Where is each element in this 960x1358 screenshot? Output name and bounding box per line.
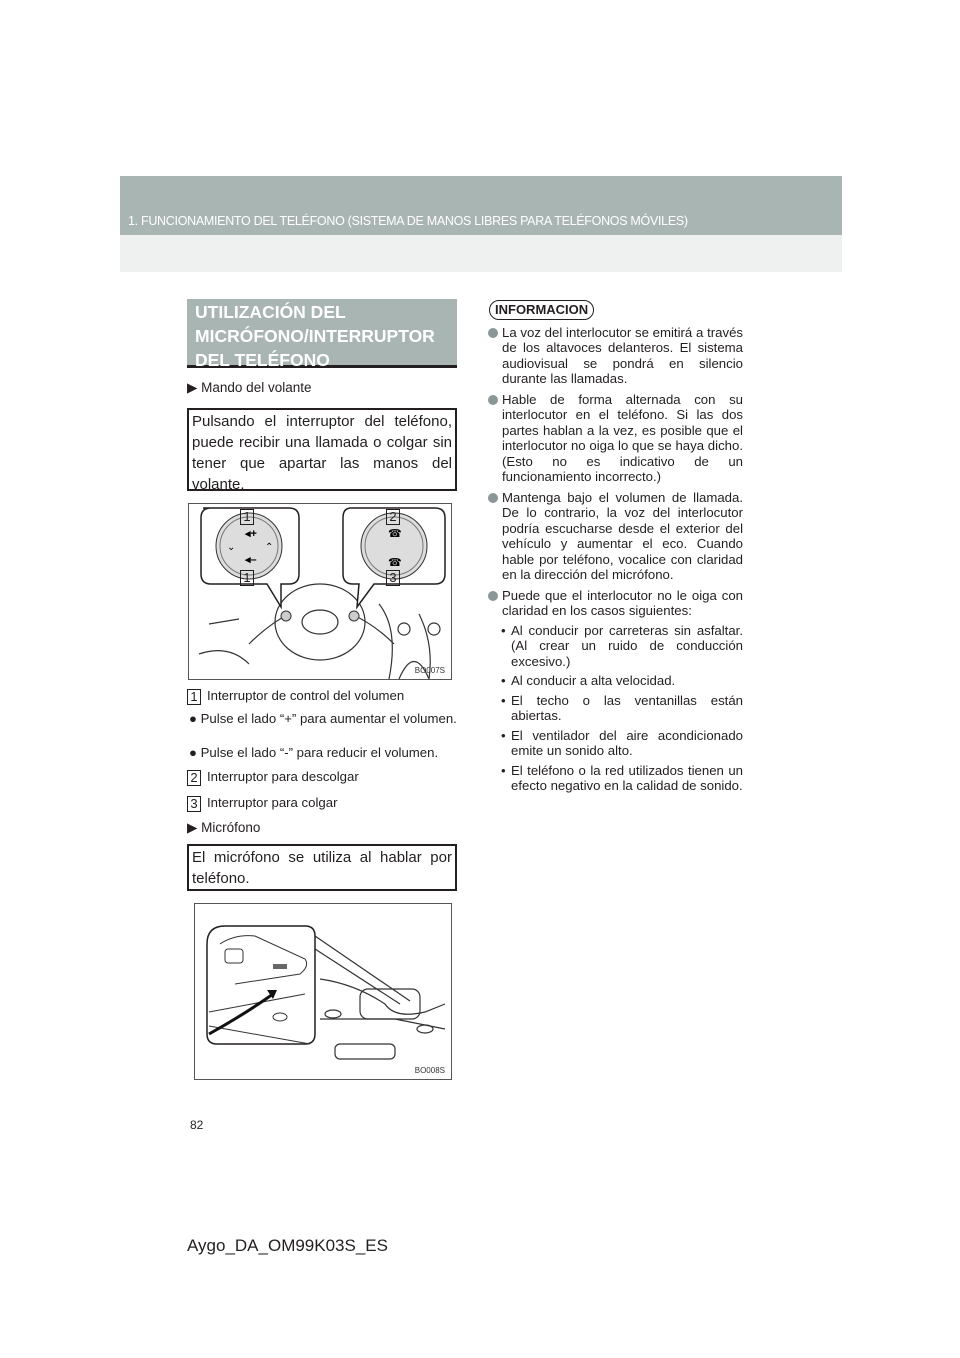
- callout-1-bottom: 1: [240, 570, 254, 586]
- info-item: [487, 588, 743, 619]
- info-subtext: El teléfono o la red utilizados tienen un efecto negativo en la calidad de sonido.: [511, 762, 743, 793]
- info-subitem: [487, 673, 743, 689]
- info-subtext: Al conducir a alta velocidad.: [511, 673, 676, 688]
- info-item: [487, 325, 743, 387]
- svg-text:◂+: ◂+: [245, 528, 257, 540]
- microphone-figure: [194, 903, 452, 1080]
- bullet-icon: ●: [189, 711, 201, 726]
- information-label: INFORMACION: [489, 300, 594, 320]
- callout-number: 3: [187, 796, 201, 812]
- bullet-icon: [488, 395, 498, 405]
- section-title-line: MICRÓFONO/INTERRUPTOR: [195, 326, 435, 346]
- steering-heading-text: Mando del volante: [201, 380, 312, 395]
- microphone-heading: [187, 820, 260, 836]
- steering-wheel-illustration: [189, 504, 451, 679]
- svg-text:⌃: ⌃: [265, 542, 274, 553]
- steering-note-box: Pulsando el interruptor del teléfono, puede recibir una llamada o colgar sin tener que apartar las manos del volante.: [187, 408, 457, 491]
- legend-item-1: [187, 688, 457, 705]
- small-bullet-icon: •: [501, 762, 506, 778]
- info-item: [487, 490, 743, 583]
- steering-wheel-figure: [188, 503, 452, 680]
- chapter-title: 1. FUNCIONAMIENTO DEL TELÉFONO (SISTEMA DE MANOS LIBRES PARA TELÉFONOS MÓVILES): [128, 214, 688, 228]
- info-text: La voz del interlocutor se emitirá a través de los altavoces delanteros. El sistema audiovisual se pondrá en silencio durante las llamadas.: [502, 324, 743, 386]
- info-subitem: [487, 763, 743, 794]
- figure-code: BO008S: [414, 1066, 445, 1075]
- svg-text:◂–: ◂–: [245, 554, 257, 566]
- info-text: Mantenga bajo el volumen de llamada. De lo contrario, la voz del interlocutor podría escucharse desde el exterior del vehículo y aumentar el eco. Cuando hable por teléfono, vocalice con claridad en la dirección del micrófono.: [502, 489, 743, 582]
- info-subtext: Al conducir por carreteras sin asfaltar. (Al crear un ruido de conducción excesivo.): [511, 622, 743, 669]
- callout-number: 2: [187, 770, 201, 786]
- svg-text:☎: ☎: [388, 556, 402, 569]
- small-bullet-icon: •: [501, 692, 506, 708]
- info-text: Puede que el interlocutor no le oiga con claridad en los casos siguientes:: [502, 587, 743, 618]
- page-number: 82: [190, 1118, 204, 1132]
- info-subtext: El ventilador del aire acondicionado emite un sonido alto.: [511, 727, 743, 758]
- legend-bullet: [187, 711, 473, 727]
- legend-bullet-text: Pulse el lado “+” para aumentar el volumen.: [200, 711, 457, 726]
- info-subitem: [487, 728, 743, 759]
- steering-heading: [187, 380, 311, 396]
- bullet-icon: [488, 328, 498, 338]
- microphone-heading-text: Micrófono: [201, 820, 261, 835]
- info-subitem: [487, 693, 743, 724]
- microphone-note-box: El micrófono se utiliza al hablar por teléfono.: [187, 844, 457, 891]
- svg-text:⌄: ⌄: [227, 542, 236, 553]
- triangle-icon: ▶: [187, 380, 198, 395]
- legend-bullet: [187, 745, 473, 761]
- small-bullet-icon: •: [501, 727, 506, 743]
- callout-1-top: 1: [240, 509, 254, 525]
- bullet-icon: [488, 591, 498, 601]
- legend-bullet-text: Pulse el lado “-” para reducir el volumen.: [200, 745, 439, 760]
- legend-text: Interruptor para colgar: [207, 795, 338, 810]
- section-title-line: DEL TELÉFONO: [195, 350, 330, 370]
- callout-3: 3: [386, 570, 400, 586]
- figure-code: BO007S: [414, 666, 445, 675]
- info-subtext: El techo o las ventanillas están abiertas.: [511, 692, 743, 723]
- info-text: Hable de forma alternada con su interlocutor en el teléfono. Si las dos partes hablan a la vez, es posible que el interlocutor no oiga lo que se haya dicho. (Esto no es indicativo de un funcionamiento incorrecto.): [502, 391, 743, 484]
- legend-text: Interruptor para descolgar: [207, 769, 359, 784]
- legend-text: Interruptor de control del volumen: [207, 688, 405, 703]
- legend-item-2: [187, 769, 457, 786]
- section-title-line: UTILIZACIÓN DEL: [195, 302, 346, 322]
- small-bullet-icon: •: [501, 622, 506, 638]
- bullet-icon: [488, 493, 498, 503]
- info-subitem: [487, 623, 743, 670]
- small-bullet-icon: •: [501, 673, 506, 688]
- callout-2: 2: [386, 509, 400, 525]
- legend-item-3: [187, 795, 457, 812]
- callout-number: 1: [187, 689, 201, 705]
- svg-text:☎: ☎: [388, 527, 402, 540]
- bullet-icon: ●: [189, 745, 201, 760]
- info-item: [487, 392, 743, 485]
- triangle-icon: ▶: [187, 820, 198, 835]
- chapter-header: [120, 176, 842, 235]
- information-panel: [487, 300, 743, 794]
- header-band: [120, 235, 842, 272]
- document-footer: Aygo_DA_OM99K03S_ES: [187, 1236, 388, 1255]
- microphone-illustration: [195, 904, 451, 1079]
- section-title: [187, 299, 457, 368]
